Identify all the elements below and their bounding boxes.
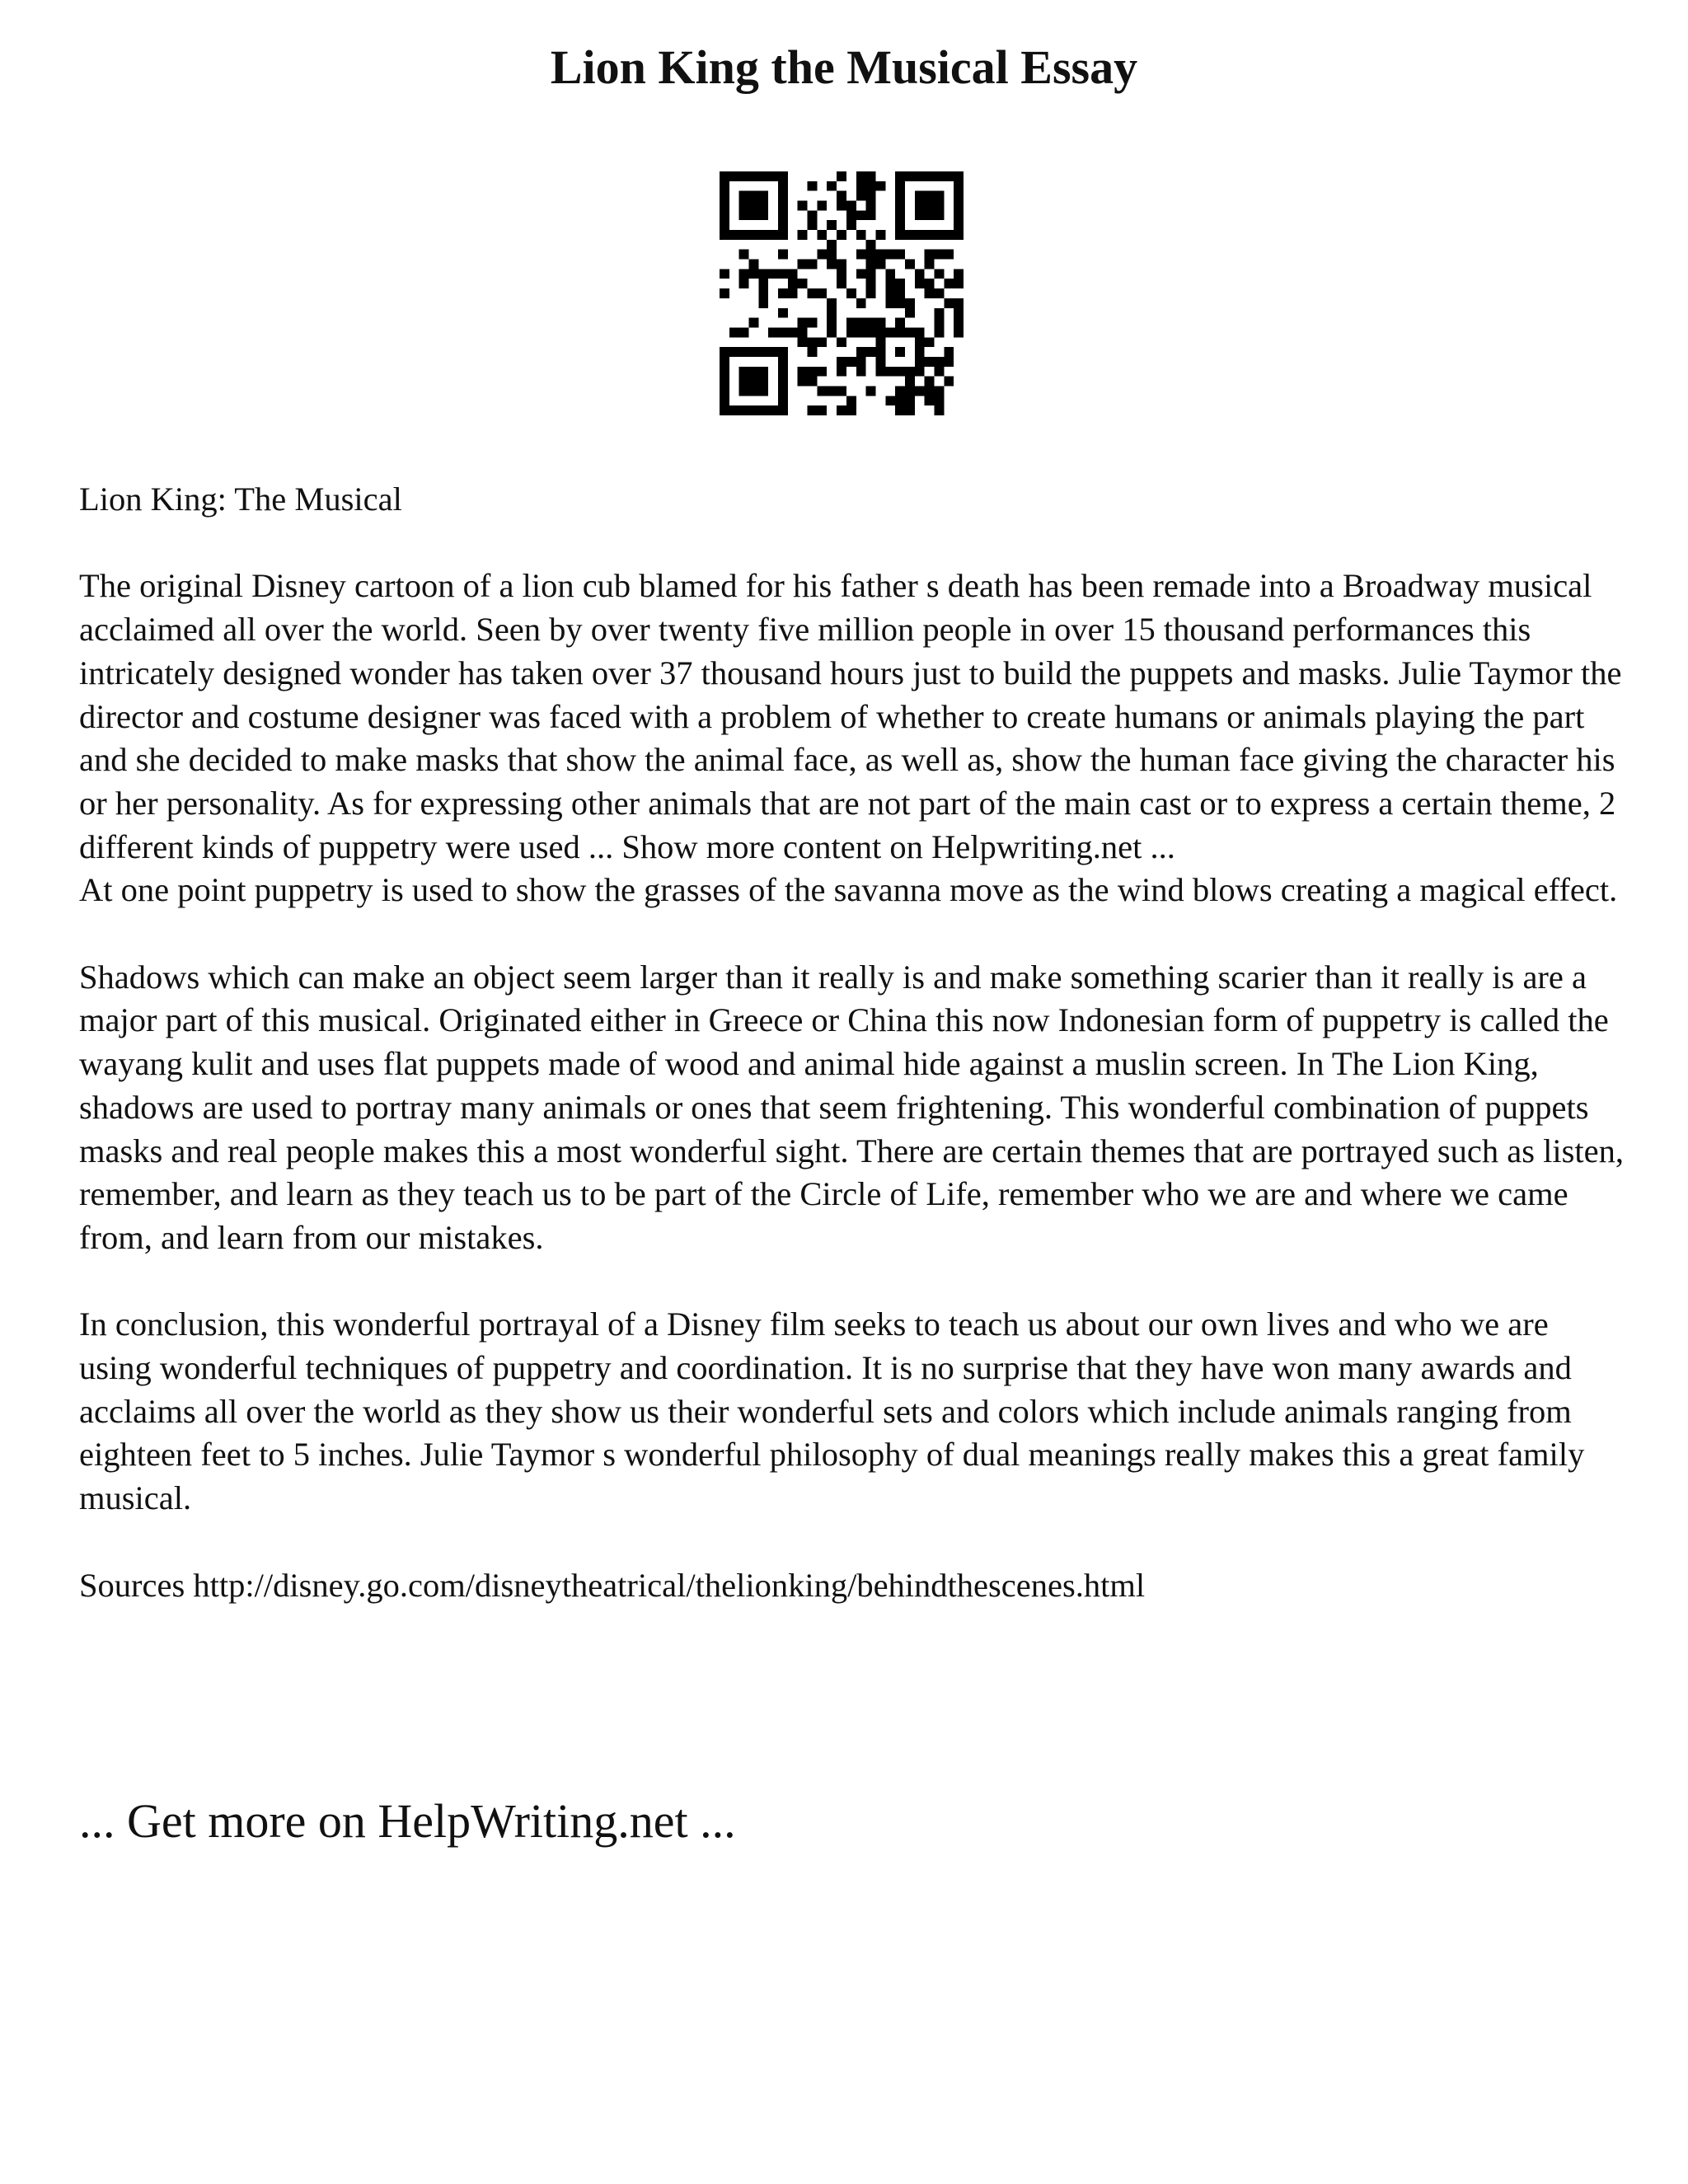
qr-code-icon: [720, 171, 964, 415]
paragraph-intro: The original Disney cartoon of a lion cub blamed for his father s death has been remade into a Broadway musical acclaimed all over the world. Seen by over twenty five million people in over 15 thousand performances this intricately designed wonder has taken over 37 thousand hours just to build the puppets and masks. Julie Taymor the director and costume designer was faced with a problem of whether to create humans or animals playing the part and she decided to make masks that show the animal face, as well as, show the human face giving the character his or her personality. As for expressing other animals that are not part of the main cast or to express a certain theme, 2 different kinds of puppetry were used ... Show more content on Helpwriting.net ...: [79, 567, 1622, 865]
essay-body: [79, 478, 1629, 1651]
essay-subtitle: Lion King: The Musical: [79, 480, 402, 518]
page-title: Lion King the Musical Essay: [550, 40, 1138, 94]
get-more-link[interactable]: ... Get more on HelpWriting.net ...: [79, 1794, 736, 1848]
sources-line: Sources http://disney.go.com/disneytheatrical/thelionking/behindthescenes.html: [79, 1566, 1146, 1604]
paragraph-conclusion: In conclusion, this wonderful portrayal of a Disney film seeks to teach us about our own lives and who we are using wonderful techniques of puppetry and coordination. It is no surprise that they have won many awards and acclaims all over the world as they show us their wonderful sets and colors which include animals ranging from eighteen feet to 5 inches. Julie Taymor s wonderful philosophy of dual meanings really makes this a great family musical.: [79, 1305, 1585, 1517]
paragraph-shadows: Shadows which can make an object seem larger than it really is and make something scarier than it really is are a major part of this musical. Originated either in Greece or China this now Indonesian form of puppetry is called the wayang kulit and uses flat puppets made of wood and animal hide against a muslin screen. In The Lion King, shadows are used to portray many animals or ones that seem frightening. This wonderful combination of puppets masks and real people makes this a most wonderful sight. There are certain themes that are portrayed such as listen, remember, and learn as they teach us to be part of the Circle of Life, remember who we are and where we came from, and learn from our mistakes.: [79, 958, 1625, 1256]
qr-code-graphic: [720, 171, 964, 415]
paragraph-puppetry: At one point puppetry is used to show the grasses of the savanna move as the wind blows creating a magical effect.: [79, 871, 1618, 909]
